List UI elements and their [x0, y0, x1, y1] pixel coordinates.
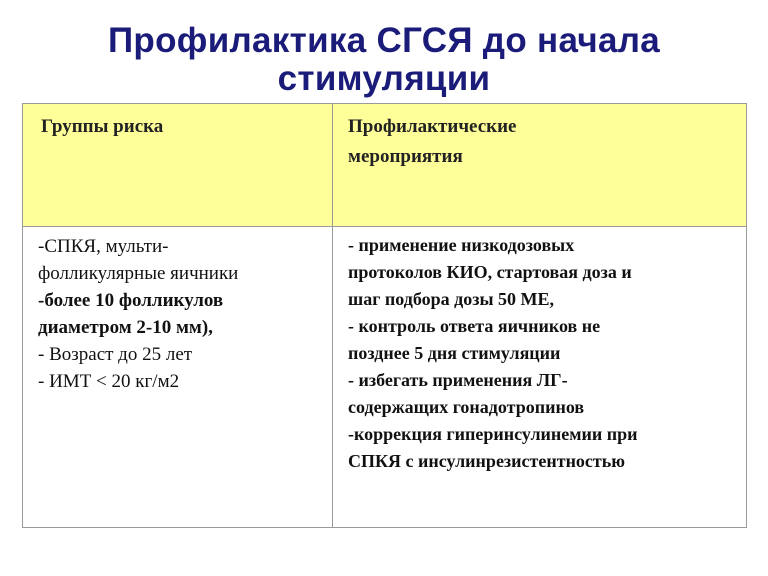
measure-line-6: - избегать применения ЛГ- — [348, 370, 568, 390]
measures-cell — [333, 227, 747, 528]
table-header-row — [23, 104, 747, 227]
measure-line-2: протоколов КИО, стартовая доза и — [348, 262, 632, 282]
measure-line-1: - применение низкодозовых — [348, 235, 575, 255]
risk-line-5: - Возраст до 25 лет — [38, 344, 193, 365]
header-cell-risk-groups — [23, 104, 333, 227]
measure-line-7: содержащих гонадотропинов — [348, 397, 585, 417]
prevention-table — [22, 103, 747, 528]
slide-title-line-2: стимуляции — [277, 59, 491, 98]
risk-line-1: -СПКЯ, мульти- — [38, 236, 169, 257]
header-measures-line-2: мероприятия — [348, 146, 463, 167]
slide-title — [0, 22, 768, 98]
measure-line-9: СПКЯ с инсулинрезистентностью — [348, 451, 626, 471]
header-measures-line-1: Профилактические — [348, 116, 517, 137]
measure-line-5: позднее 5 дня стимуляции — [348, 343, 561, 363]
header-cell-measures — [333, 104, 747, 227]
table-row — [23, 227, 747, 528]
header-risk-groups-label: Группы риска — [41, 116, 164, 137]
risk-line-3: -более 10 фолликулов — [38, 290, 224, 311]
slide-title-line-1: Профилактика СГСЯ до начала — [107, 21, 661, 60]
risk-line-6: - ИМТ < 20 кг/м2 — [38, 371, 180, 392]
measure-line-3: шаг подбора дозы 50 МЕ, — [348, 289, 554, 309]
header-measures-label — [333, 104, 746, 172]
measures-list — [333, 227, 746, 475]
risk-line-4: диаметром 2-10 мм), — [38, 317, 213, 338]
risk-groups-cell — [23, 227, 333, 528]
measure-line-4: - контроль ответа яичников не — [348, 316, 601, 336]
risk-line-2: фолликулярные яичники — [38, 263, 239, 284]
measure-line-8: -коррекция гиперинсулинемии при — [348, 424, 638, 444]
risk-groups-list — [23, 227, 332, 395]
